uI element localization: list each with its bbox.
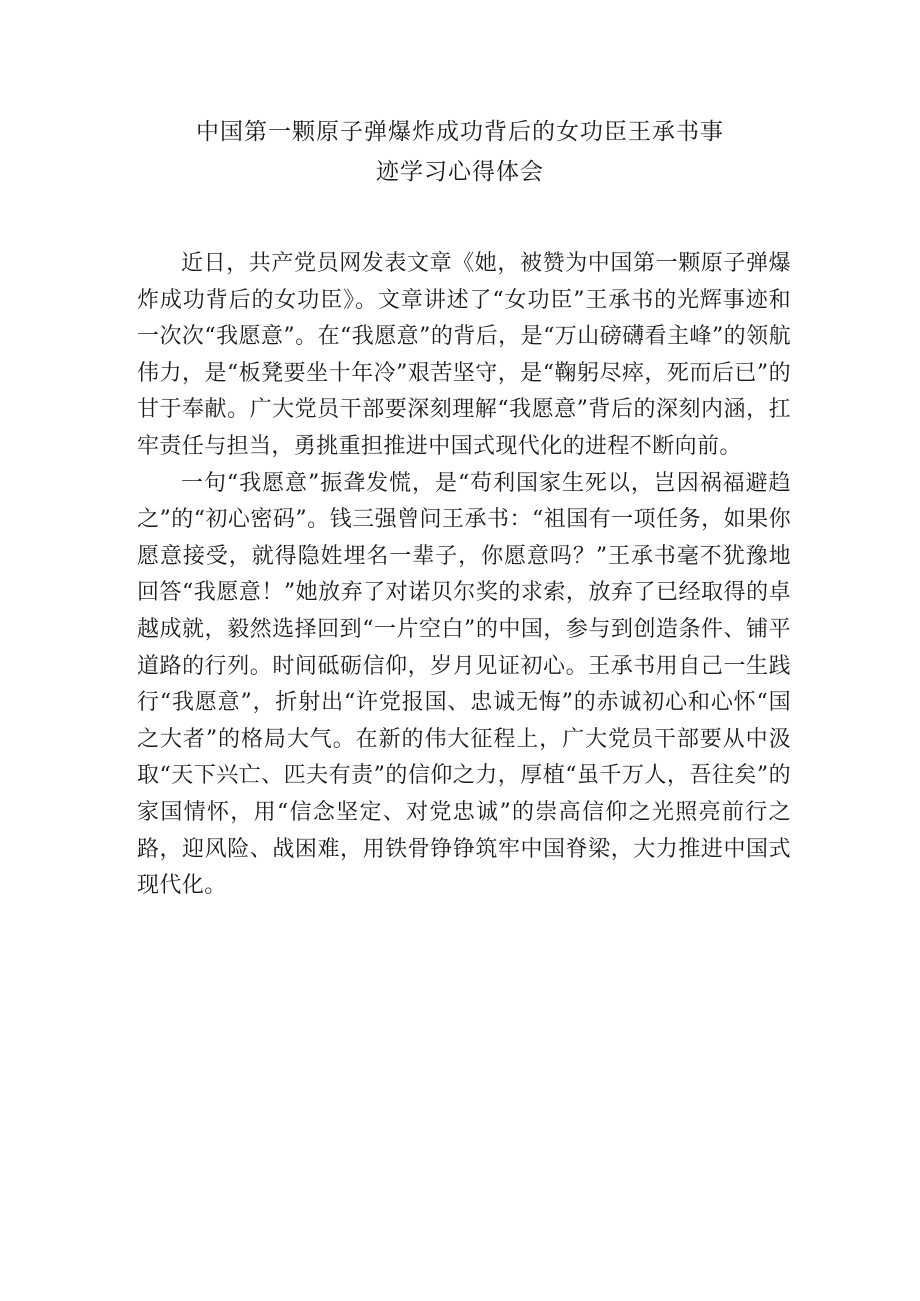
title-line-2: 迹学习心得体会 bbox=[376, 159, 544, 185]
title-line-1: 中国第一颗原子弹爆炸成功背后的女功臣王承书事 bbox=[196, 119, 724, 145]
document-body bbox=[137, 246, 791, 905]
paragraph-1: 近日，共产党员网发表文章《她，被赞为中国第一颗原子弹爆炸成功背后的女功臣》。文章讲述了“女功臣”王承书的光辉事迹和一次次“我愿意”。在“我愿意”的背后，是“万山磅礴看主峰”的领航伟力，是“板凳要坐十年冷”艰苦坚守，是“鞠躬尽瘁，死而后已”的甘于奉献。广大党员干部要深刻理解“我愿意”背后的深刻内涵，扛牢责任与担当，勇挑重担推进中国式现代化的进程不断向前。 bbox=[137, 251, 791, 459]
paragraph-2: 一句“我愿意”振聋发慌，是“苟利国家生死以，岂因祸福避趋之”的“初心密码”。钱三强曾问王承书：“祖国有一项任务，如果你愿意接受，就得隐姓埋名一辈子，你愿意吗？”王承书毫不犹豫地回答“我愿意！”她放弃了对诺贝尔奖的求索，放弃了已经取得的卓越成就，毅然选择回到“一片空白”的中国，参与到创造条件、铺平道路的行列。时间砥砺信仰，岁月见证初心。王承书用自己一生践行“我愿意”，折射出“许党报国、忠诚无悔”的赤诚初心和心怀“国之大者”的格局大气。在新的伟大征程上，广大党员干部要从中汲取“天下兴亡、匹夫有责”的信仰之力，厚植“虽千万人，吾往矣”的家国情怀，用“信念坚定、对党忠诚”的崇高信仰之光照亮前行之路，迎风险、战困难，用铁骨铮铮筑牢中国脊梁，大力推进中国式现代化。 bbox=[137, 470, 791, 899]
document-title bbox=[0, 112, 920, 192]
